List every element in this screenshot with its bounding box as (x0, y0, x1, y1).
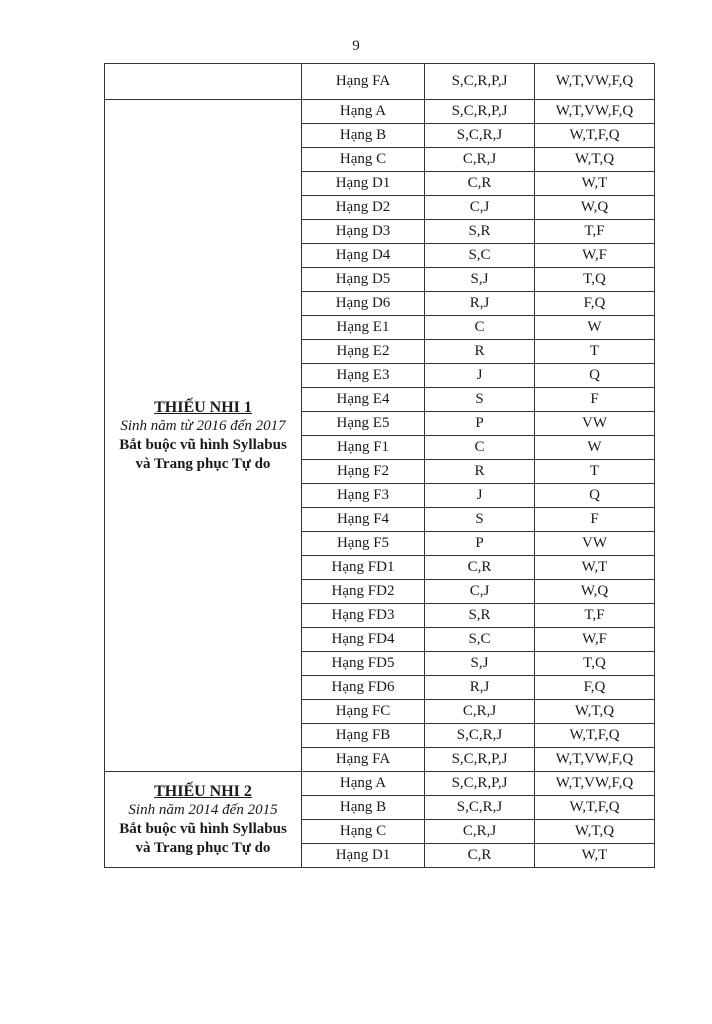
standard-dances-cell: W,T,F,Q (535, 796, 655, 820)
latin-dances-cell: P (425, 412, 535, 436)
page-number: 9 (352, 38, 360, 54)
standard-dances-cell: Q (535, 364, 655, 388)
level-cell: Hạng E3 (302, 364, 425, 388)
age-group-title: THIẾU NHI 1 (154, 398, 252, 416)
standard-dances-cell: F,Q (535, 676, 655, 700)
standard-dances-cell: F (535, 508, 655, 532)
latin-dances-cell: C (425, 316, 535, 340)
table-row (105, 772, 655, 796)
latin-dances-cell: J (425, 364, 535, 388)
level-cell: Hạng FD6 (302, 676, 425, 700)
standard-dances-cell: T (535, 340, 655, 364)
latin-dances-cell: R (425, 460, 535, 484)
age-group-title: THIẾU NHI 2 (154, 782, 252, 800)
latin-dances-cell: C,R,J (425, 700, 535, 724)
standard-dances-cell: F,Q (535, 292, 655, 316)
latin-dances-cell: P (425, 532, 535, 556)
latin-dances-cell: S,R (425, 220, 535, 244)
standard-dances-cell: W (535, 436, 655, 460)
latin-dances-cell: C (425, 436, 535, 460)
level-cell: Hạng C (302, 148, 425, 172)
standard-dances-cell: W,Q (535, 580, 655, 604)
standard-dances-cell: T,F (535, 604, 655, 628)
level-cell: Hạng FD4 (302, 628, 425, 652)
standard-dances-cell: W,Q (535, 196, 655, 220)
level-cell: Hạng F3 (302, 484, 425, 508)
latin-dances-cell: C,R (425, 556, 535, 580)
standard-dances-cell: Q (535, 484, 655, 508)
level-cell: Hạng D5 (302, 268, 425, 292)
level-cell: Hạng FA (302, 64, 425, 100)
level-cell: Hạng F5 (302, 532, 425, 556)
standard-dances-cell: W (535, 316, 655, 340)
level-cell: Hạng FD1 (302, 556, 425, 580)
level-cell: Hạng A (302, 100, 425, 124)
level-cell: Hạng D6 (302, 292, 425, 316)
latin-dances-cell: S,J (425, 268, 535, 292)
standard-dances-cell: W,T,F,Q (535, 724, 655, 748)
standard-dances-cell: W,T,F,Q (535, 124, 655, 148)
standard-dances-cell: T,F (535, 220, 655, 244)
standard-dances-cell: W,T,Q (535, 148, 655, 172)
latin-dances-cell: C,R (425, 844, 535, 868)
latin-dances-cell: S,C (425, 244, 535, 268)
level-cell: Hạng E5 (302, 412, 425, 436)
standard-dances-cell: T (535, 460, 655, 484)
level-cell: Hạng FC (302, 700, 425, 724)
latin-dances-cell: S,C,R,J (425, 796, 535, 820)
latin-dances-cell: S,C,R,P,J (425, 748, 535, 772)
level-cell: Hạng FD2 (302, 580, 425, 604)
level-cell: Hạng FD3 (302, 604, 425, 628)
table-row (105, 64, 655, 100)
level-cell: Hạng F4 (302, 508, 425, 532)
latin-dances-cell: J (425, 484, 535, 508)
latin-dances-cell: C,R (425, 172, 535, 196)
standard-dances-cell: W,T,VW,F,Q (535, 64, 655, 100)
latin-dances-cell: R (425, 340, 535, 364)
standard-dances-cell: W,T,Q (535, 700, 655, 724)
age-group-birth-years: Sinh năm 2014 đến 2015 (128, 801, 278, 818)
competition-level-table (104, 63, 655, 868)
level-cell: Hạng D2 (302, 196, 425, 220)
level-cell: Hạng D4 (302, 244, 425, 268)
latin-dances-cell: S,C,R,P,J (425, 64, 535, 100)
age-group-rule-continued: và Trang phục Tự do (135, 839, 271, 856)
latin-dances-cell: S (425, 388, 535, 412)
age-group-cell (105, 64, 302, 100)
age-group-birth-years: Sinh năm từ 2016 đến 2017 (120, 417, 286, 434)
latin-dances-cell: R,J (425, 676, 535, 700)
level-cell: Hạng D1 (302, 172, 425, 196)
standard-dances-cell: VW (535, 532, 655, 556)
standard-dances-cell: W,T,VW,F,Q (535, 772, 655, 796)
level-cell: Hạng B (302, 796, 425, 820)
standard-dances-cell: W,F (535, 628, 655, 652)
standard-dances-cell: W,T,VW,F,Q (535, 100, 655, 124)
standard-dances-cell: W,T (535, 556, 655, 580)
latin-dances-cell: C,J (425, 580, 535, 604)
level-cell: Hạng D1 (302, 844, 425, 868)
latin-dances-cell: S,C,R,P,J (425, 772, 535, 796)
standard-dances-cell: W,T (535, 172, 655, 196)
standard-dances-cell: T,Q (535, 652, 655, 676)
latin-dances-cell: S,C (425, 628, 535, 652)
latin-dances-cell: S,C,R,P,J (425, 100, 535, 124)
age-group-rule: Bắt buộc vũ hình Syllabus (119, 820, 287, 837)
latin-dances-cell: C,R,J (425, 148, 535, 172)
level-cell: Hạng FB (302, 724, 425, 748)
standard-dances-cell: W,T,VW,F,Q (535, 748, 655, 772)
level-cell: Hạng F2 (302, 460, 425, 484)
latin-dances-cell: S,R (425, 604, 535, 628)
latin-dances-cell: S (425, 508, 535, 532)
latin-dances-cell: S,J (425, 652, 535, 676)
level-cell: Hạng B (302, 124, 425, 148)
level-cell: Hạng FA (302, 748, 425, 772)
standard-dances-cell: F (535, 388, 655, 412)
age-group-cell (105, 100, 302, 772)
level-cell: Hạng E2 (302, 340, 425, 364)
level-cell: Hạng F1 (302, 436, 425, 460)
level-cell: Hạng A (302, 772, 425, 796)
age-group-rule-continued: và Trang phục Tự do (135, 455, 271, 472)
standard-dances-cell: VW (535, 412, 655, 436)
level-cell: Hạng C (302, 820, 425, 844)
level-cell: Hạng FD5 (302, 652, 425, 676)
latin-dances-cell: C,J (425, 196, 535, 220)
level-cell: Hạng E4 (302, 388, 425, 412)
latin-dances-cell: S,C,R,J (425, 724, 535, 748)
standard-dances-cell: W,T (535, 844, 655, 868)
age-group-rule: Bắt buộc vũ hình Syllabus (119, 436, 287, 453)
latin-dances-cell: C,R,J (425, 820, 535, 844)
standard-dances-cell: W,T,Q (535, 820, 655, 844)
latin-dances-cell: S,C,R,J (425, 124, 535, 148)
standard-dances-cell: T,Q (535, 268, 655, 292)
table-row (105, 100, 655, 124)
standard-dances-cell: W,F (535, 244, 655, 268)
latin-dances-cell: R,J (425, 292, 535, 316)
age-group-cell (105, 772, 302, 868)
level-cell: Hạng E1 (302, 316, 425, 340)
level-cell: Hạng D3 (302, 220, 425, 244)
